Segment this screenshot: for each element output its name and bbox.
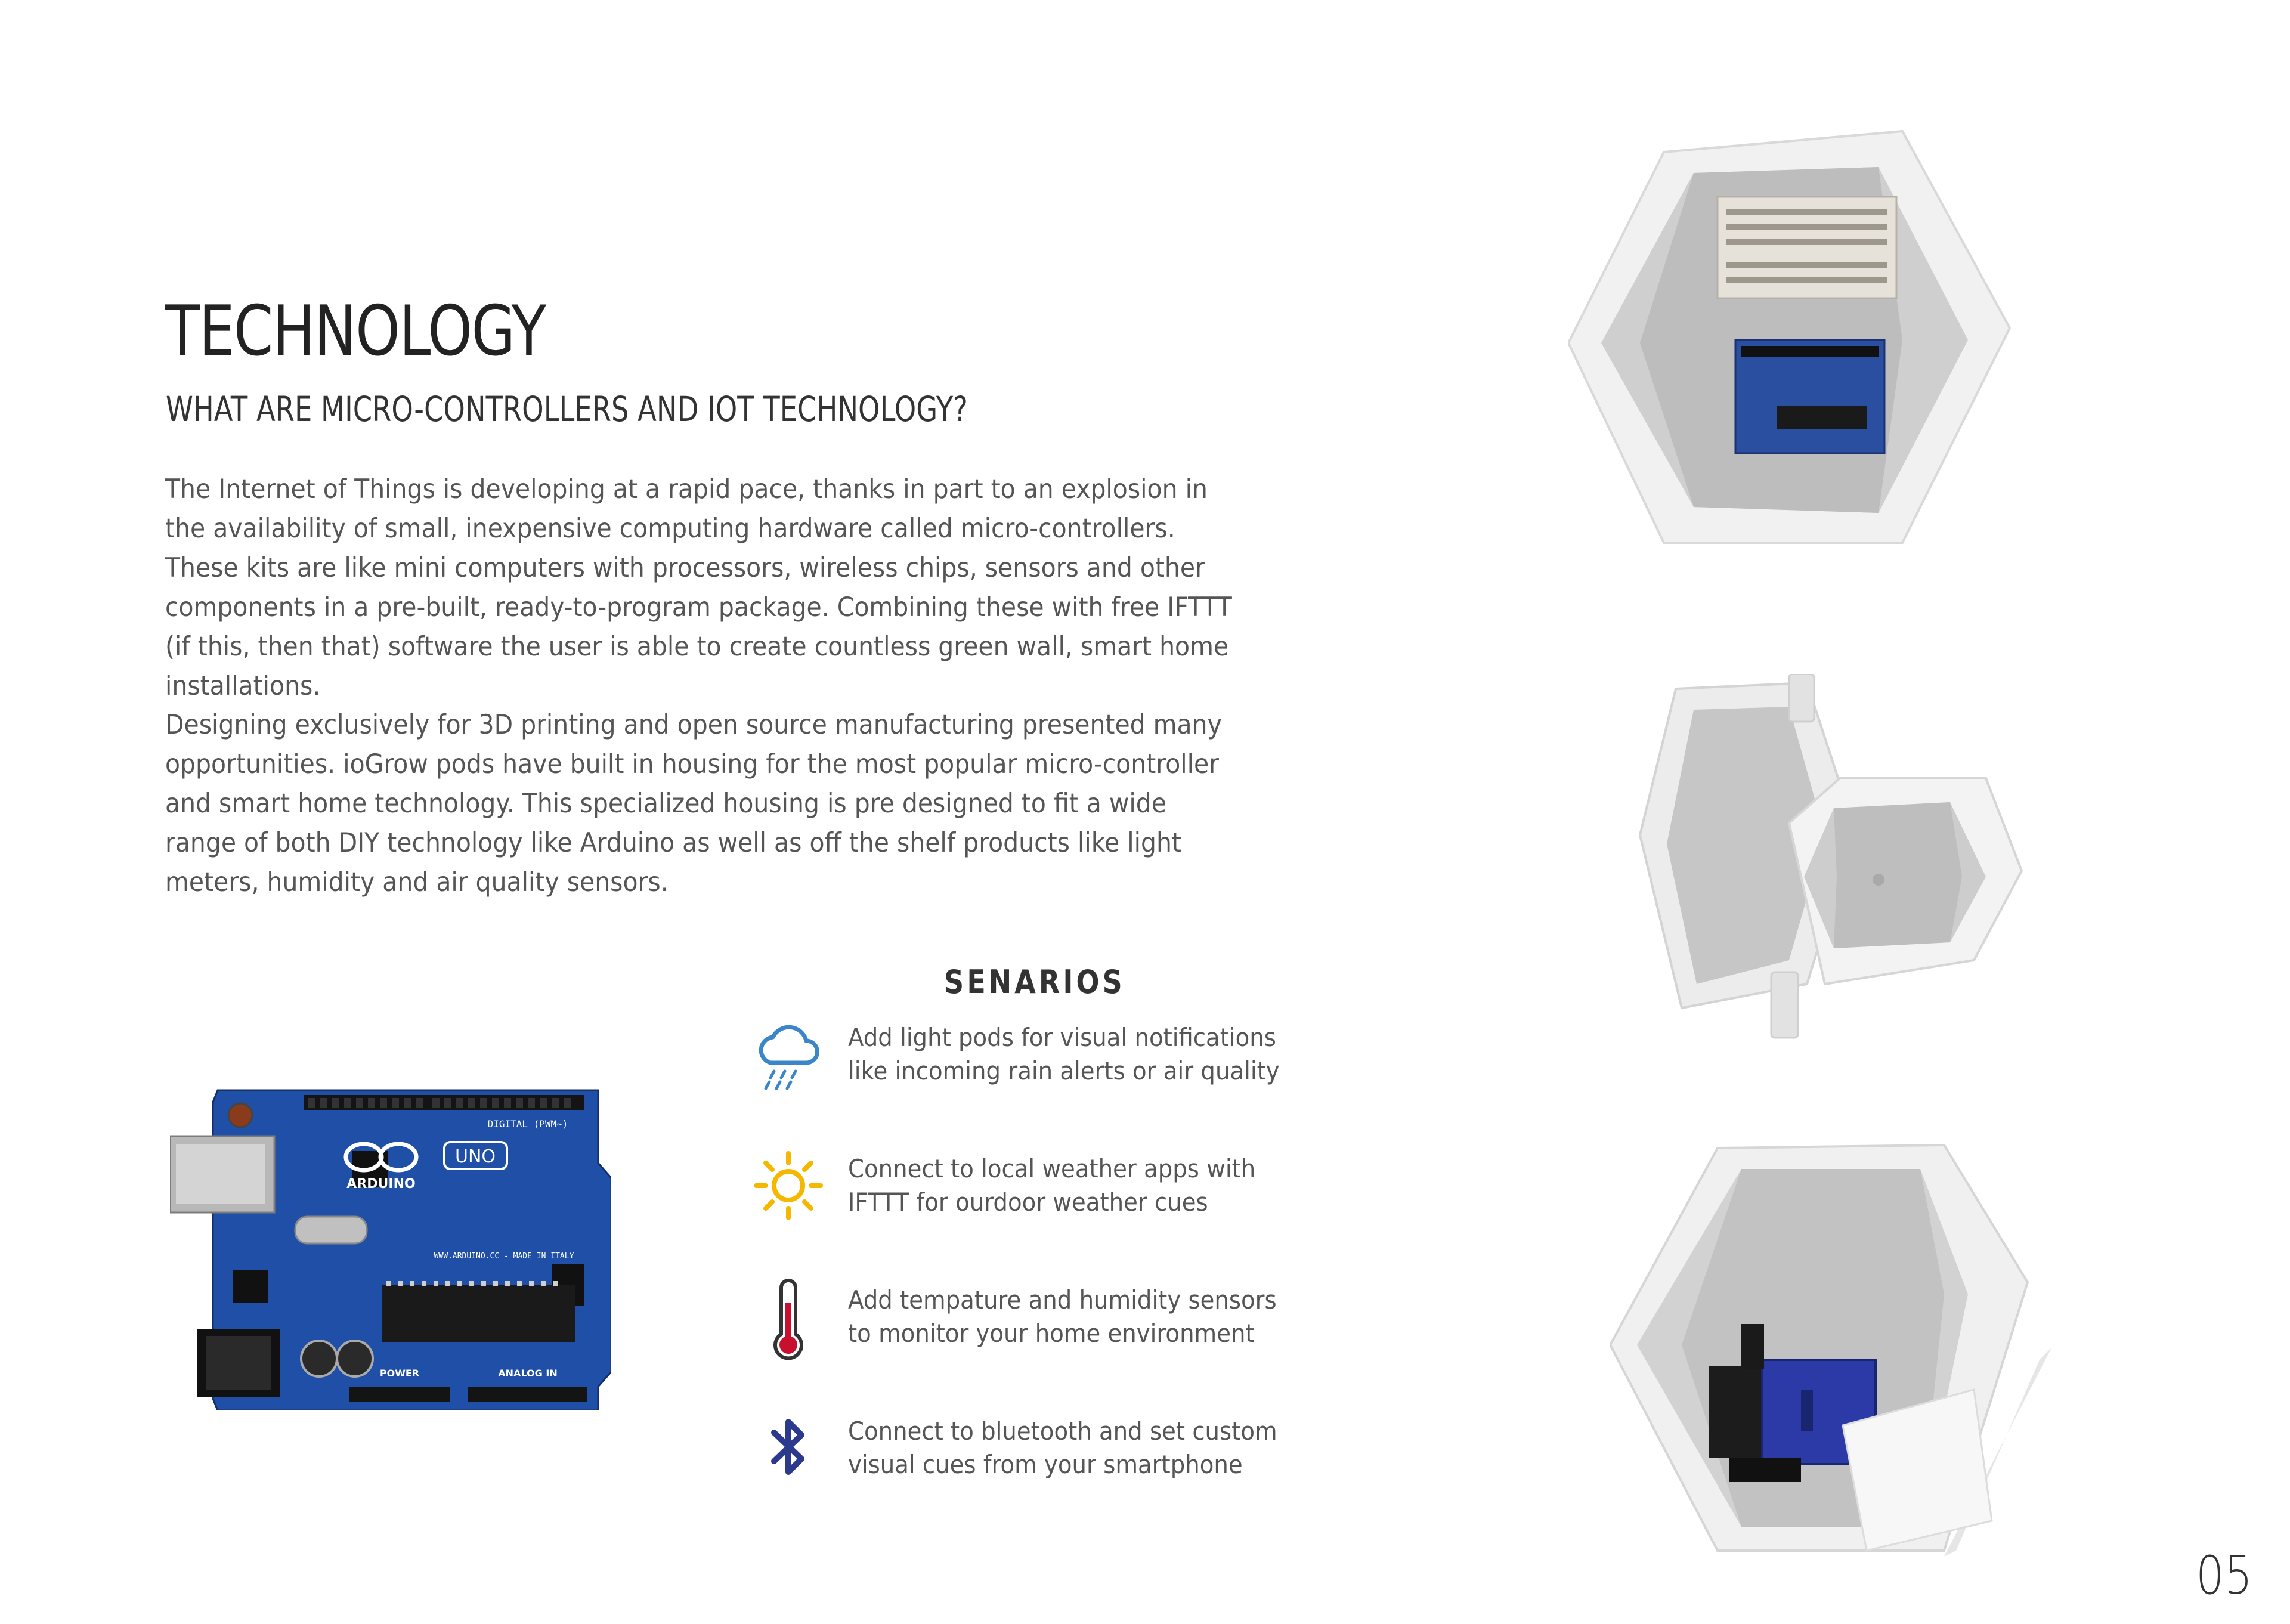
rain-cloud-icon <box>753 1021 824 1105</box>
sun-icon <box>753 1150 824 1233</box>
scenario-line: like incoming rain alerts or air quality <box>848 1056 1280 1085</box>
hex-pod-with-pump-image <box>1610 1139 2051 1557</box>
design-paragraph: Designing exclusively for 3D printing and open source manufacturing presented many opportunities. ioGrow pods have built in housing for the most popular micro-controller and smart home technology. This specialized housing is pre designed to fit a wide range of both DIY technology like Arduino as well as off the shelf products like light meters, humidity and air quality sensors. <box>165 710 1222 898</box>
bluetooth-icon <box>765 1413 836 1497</box>
scenarios-title: SENARIOS <box>944 963 1125 1001</box>
scenario-line: Add light pods for visual notifications <box>848 1023 1276 1052</box>
scenario-line: visual cues from your smartphone <box>848 1450 1243 1479</box>
arduino-url-label: WWW.ARDUINO.CC - MADE IN ITALY <box>434 1252 574 1261</box>
arduino-digital-label: DIGITAL (PWM~) <box>487 1118 568 1130</box>
scenario-line: Add tempature and humidity sensors <box>848 1285 1277 1314</box>
scenario-item-rain <box>848 1021 1320 1088</box>
page-subtitle: WHAT ARE MICRO-CONTROLLERS AND IOT TECHNOLOGY? <box>166 389 968 429</box>
intro-paragraph: The Internet of Things is developing at a rapid pace, thanks in part to an explosion in the availability of small, inexpensive computing hardware called micro-controllers. These kits are like mini computers with processors, wireless chips, sensors and other components in a pre-built, ready-to-program package. Combining these with free IFTTT (if this, then that) software the user is able to create countless green wall, smart home installations. <box>165 474 1232 701</box>
thermometer-icon <box>765 1279 836 1363</box>
scenario-line: Connect to local weather apps with <box>848 1154 1256 1183</box>
hex-pod-cluster-image <box>1628 674 2034 1044</box>
page-number: 05 <box>2196 1545 2253 1606</box>
scenario-item-bluetooth <box>848 1415 1320 1481</box>
hex-pod-with-arduino-image <box>1568 125 2022 561</box>
arduino-analog-label: ANALOG IN <box>498 1368 558 1379</box>
arduino-power-label: POWER <box>379 1368 420 1379</box>
scenario-line: IFTTT for ourdoor weather cues <box>848 1187 1208 1217</box>
arduino-board-image <box>170 1085 611 1410</box>
scenario-line: Connect to bluetooth and set custom <box>848 1416 1277 1446</box>
arduino-brand-label: ARDUINO <box>346 1177 416 1192</box>
scenario-item-weather <box>848 1152 1320 1219</box>
scenario-item-sensors <box>848 1283 1320 1350</box>
scenario-line: to monitor your home environment <box>848 1319 1255 1348</box>
page-title: TECHNOLOGY <box>165 291 546 372</box>
arduino-model-label: UNO <box>454 1146 496 1167</box>
